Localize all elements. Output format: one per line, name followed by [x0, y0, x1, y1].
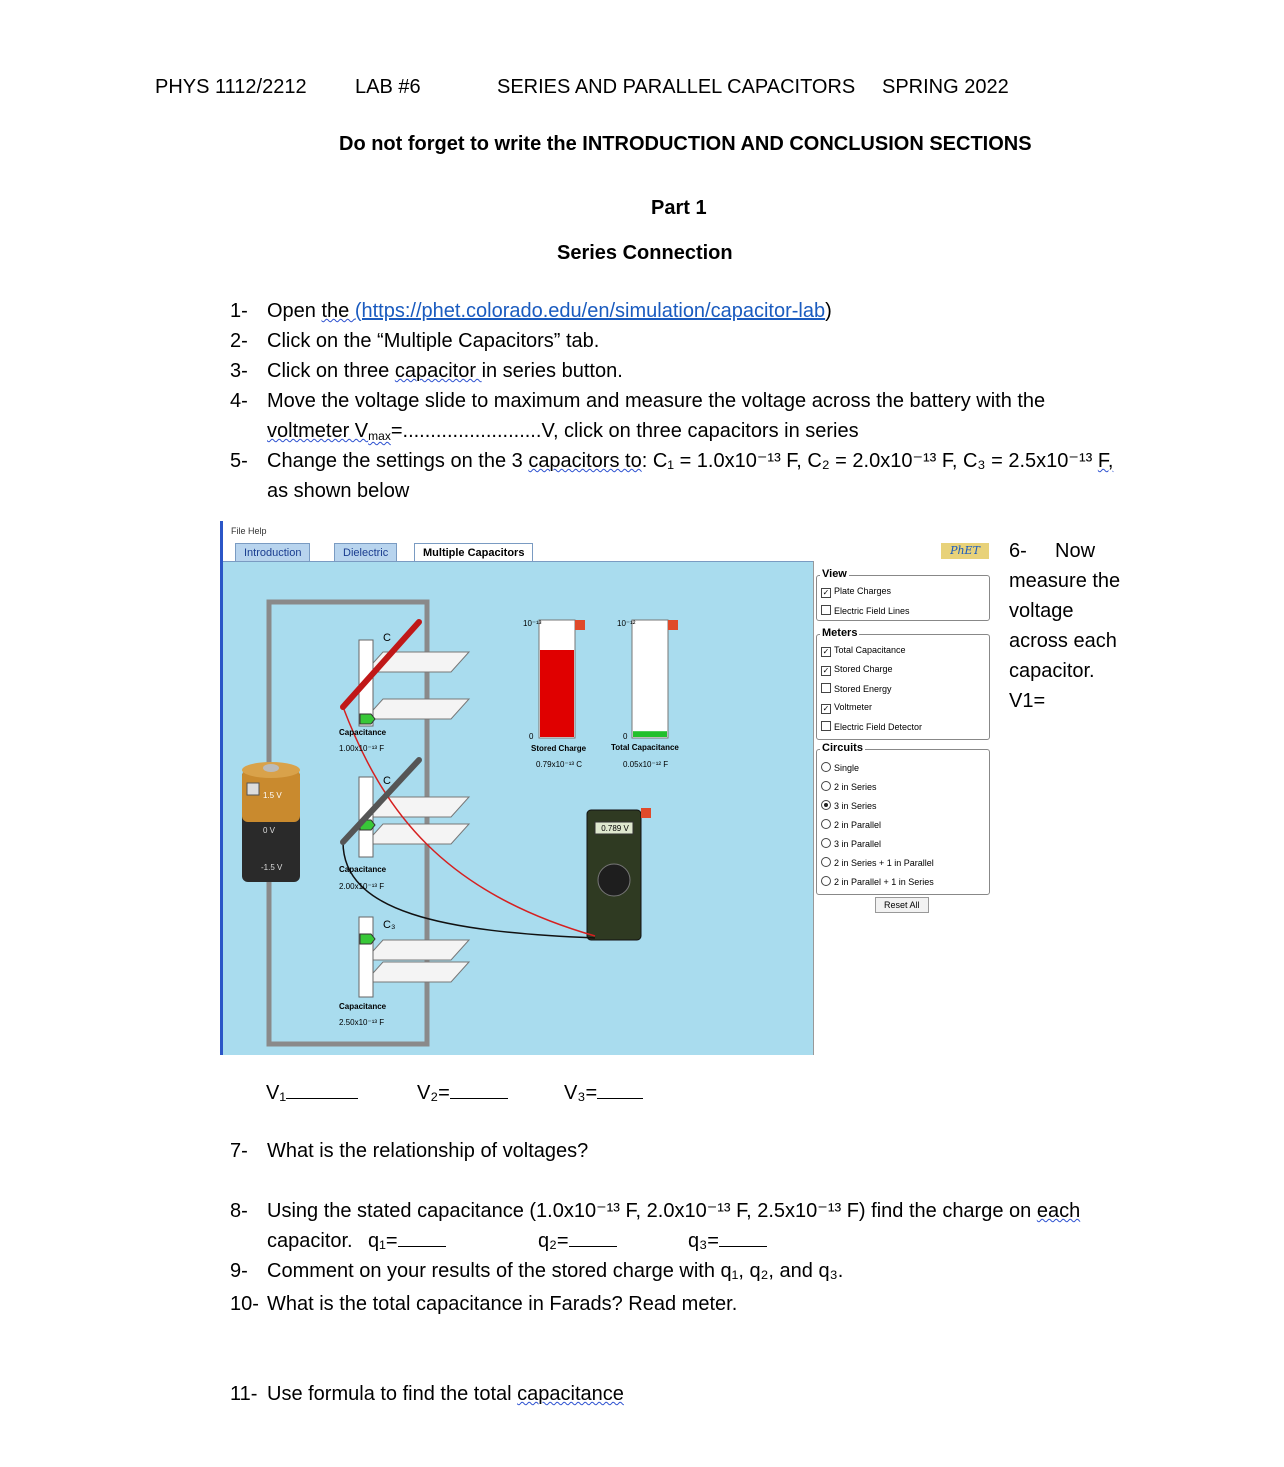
radio-icon	[821, 857, 831, 867]
checkbox-icon	[821, 721, 831, 731]
lab-number: LAB #6	[355, 76, 421, 98]
circuits-title: Circuits	[822, 742, 863, 754]
sim-menu-bar[interactable]: File Help	[231, 526, 267, 536]
radio-2-series-1-parallel[interactable]: 2 in Series + 1 in Parallel	[821, 857, 934, 868]
v3-field[interactable]: V₃=	[564, 1078, 643, 1108]
tab-introduction[interactable]: Introduction	[235, 543, 310, 562]
checkbox-icon: ✓	[822, 647, 830, 656]
reset-all-button[interactable]: Reset All	[875, 897, 929, 913]
total-capacitance-label: Total Capacitance	[611, 743, 679, 752]
capacitor-3-plates	[365, 940, 469, 982]
checkbox-electric-field-lines[interactable]: Electric Field Lines	[821, 605, 910, 616]
meters-title: Meters	[822, 627, 858, 639]
radio-2-in-series[interactable]: 2 in Series	[821, 781, 877, 792]
checkbox-icon: ✓	[822, 704, 830, 713]
total-capacitance-bar-fill	[633, 731, 667, 737]
step-number: 1-	[230, 300, 248, 322]
checkbox-icon	[821, 605, 831, 615]
step-number: 10-	[230, 1293, 259, 1315]
red-probe-lead	[343, 707, 595, 936]
capacitor-1-value: 1.00x10⁻¹³ F	[339, 744, 385, 753]
voltmeter-reading: 0.789 V	[601, 824, 629, 833]
step-5-line-2: as shown below	[267, 480, 410, 502]
step-number: 11-	[230, 1383, 258, 1405]
stored-charge-exponent: 10⁻¹³	[523, 619, 542, 628]
stored-charge-label: Stored Charge	[531, 744, 587, 753]
step-11: Use formula to find the total capacitance	[267, 1383, 624, 1405]
capacitor-3-name: C₃	[383, 919, 396, 931]
control-panel	[813, 561, 991, 1055]
step-number: 8-	[230, 1200, 248, 1222]
step-7: What is the relationship of voltages?	[267, 1140, 589, 1162]
circuit-drawing	[223, 562, 813, 1055]
capacitor-3-label: Capacitance	[339, 1002, 387, 1011]
checkbox-stored-energy[interactable]: Stored Energy	[821, 683, 892, 694]
step-6-line-6: V1=	[1009, 690, 1046, 712]
q3-field[interactable]: q₃=	[688, 1226, 767, 1256]
q1-field[interactable]: q₁=	[368, 1226, 446, 1256]
capacitor-2-value: 2.00x10⁻¹³ F	[339, 882, 385, 891]
step-2: Click on the “Multiple Capacitors” tab.	[267, 330, 600, 352]
term: SPRING 2022	[882, 76, 1009, 98]
step-4-line-2: voltmeter $V_{max}=.........................V$, click on three capacitors in series	[267, 420, 859, 443]
battery-mid-label: 0 V	[263, 826, 276, 835]
close-stored-charge-icon	[575, 620, 585, 630]
checkbox-icon	[821, 683, 831, 693]
stored-charge-bar-fill	[540, 650, 574, 737]
capacitor-2-name: C	[383, 775, 391, 787]
step-number: 5-	[230, 450, 248, 472]
step-8-line-2: capacitor.	[267, 1230, 353, 1252]
step-10: What is the total capacitance in Farads? Read meter.	[267, 1293, 738, 1315]
capacitor-lab-simulation	[220, 521, 991, 1055]
total-capacitance-zero: 0	[623, 732, 628, 741]
radio-2-parallel-1-series[interactable]: 2 in Parallel + 1 in Series	[821, 876, 934, 887]
radio-single[interactable]: Single	[821, 762, 859, 773]
step-6-line-2: measure the	[1009, 570, 1121, 592]
battery-bottom-label: -1.5 V	[261, 863, 283, 872]
total-capacitance-exponent: 10⁻¹²	[617, 619, 636, 628]
capacitor-3-value: 2.50x10⁻¹³ F	[339, 1018, 385, 1027]
step-8-line-1: Using the stated capacitance (1.0x10⁻¹³ F, 2.0x10⁻¹³ F, 2.5x10⁻¹³ F) find the charge on each	[267, 1200, 1081, 1222]
capacitor-1-name: C	[383, 632, 391, 644]
tab-multiple-capacitors[interactable]: Multiple Capacitors	[414, 543, 533, 562]
checkbox-total-capacitance[interactable]: ✓ Total Capacitance	[822, 645, 906, 656]
stored-charge-value: 0.79x10⁻¹³ C	[536, 760, 583, 769]
total-capacitance-bar-frame	[632, 620, 668, 738]
total-capacitance-value: 0.05x10⁻¹² F	[623, 760, 669, 769]
checkbox-stored-charge[interactable]: ✓ Stored Charge	[822, 664, 893, 675]
section-heading: Series Connection	[557, 242, 733, 264]
phet-link[interactable]: (https://phet.colorado.edu/en/simulation/capacitor-lab	[354, 300, 826, 322]
radio-icon	[821, 876, 831, 886]
q2-field[interactable]: q₂=	[538, 1226, 617, 1256]
stored-charge-zero: 0	[529, 732, 534, 741]
v2-field[interactable]: V₂=	[417, 1078, 508, 1108]
radio-icon	[821, 838, 831, 848]
circuit-area	[223, 561, 813, 1055]
step-4-line-1: Move the voltage slide to maximum and measure the voltage across the battery with the	[267, 390, 1046, 412]
phet-logo: PhET	[941, 543, 989, 559]
checkbox-voltmeter[interactable]: ✓ Voltmeter	[822, 702, 873, 713]
capacitor-1-label: Capacitance	[339, 728, 387, 737]
radio-icon	[821, 819, 831, 829]
step-3: Click on three capacitor in series button.	[267, 360, 623, 382]
reminder: Do not forget to write the INTRODUCTION AND CONCLUSION SECTIONS	[339, 133, 1032, 155]
view-group	[816, 568, 990, 621]
step-number: 4-	[230, 390, 248, 412]
step-number: 6-	[1009, 540, 1027, 562]
checkbox-icon: ✓	[822, 666, 830, 675]
part-heading: Part 1	[651, 197, 707, 219]
checkbox-plate-charges[interactable]: ✓ Plate Charges	[822, 586, 892, 597]
radio-2-in-parallel[interactable]: 2 in Parallel	[821, 819, 881, 830]
battery-top-label: 1.5 V	[263, 791, 282, 800]
step-number: 2-	[230, 330, 248, 352]
step-6-line-1: Now	[1055, 540, 1096, 562]
circuits-group	[816, 742, 990, 895]
view-title: View	[822, 568, 847, 580]
checkbox-electric-field-detector[interactable]: Electric Field Detector	[821, 721, 922, 732]
step-6-line-5: capacitor.	[1009, 660, 1095, 682]
step-6-line-4: across each	[1009, 630, 1117, 652]
v1-field[interactable]: V₁	[266, 1078, 358, 1108]
radio-3-in-parallel[interactable]: 3 in Parallel	[821, 838, 881, 849]
step-number: 7-	[230, 1140, 248, 1162]
radio-3-in-series[interactable]: 3 in Series	[821, 800, 877, 811]
radio-icon	[821, 762, 831, 772]
step-6-line-3: voltage	[1009, 600, 1074, 622]
radio-selected-icon	[821, 800, 831, 810]
step-1: Open the (https://phet.colorado.edu/en/simulation/capacitor-lab)	[267, 300, 832, 322]
step-number: 3-	[230, 360, 248, 382]
course-code: PHYS 1112/2212	[155, 76, 307, 98]
close-total-capacitance-icon	[668, 620, 678, 630]
step-number: 9-	[230, 1260, 248, 1282]
tab-dielectric[interactable]: Dielectric	[334, 543, 397, 562]
radio-icon	[821, 781, 831, 791]
step-5-line-1: Change the settings on the 3 capacitors to: C₁ = 1.0x10⁻¹³ F, C₂ = 2.0x10⁻¹³ F, C₃ = 2.5x10⁻¹³ F,	[267, 450, 1114, 472]
step-9: Comment on your results of the stored charge with q₁, q₂, and q₃.	[267, 1260, 844, 1282]
checkbox-icon: ✓	[822, 588, 830, 597]
capacitor-2-label: Capacitance	[339, 865, 387, 874]
lab-title: SERIES AND PARALLEL CAPACITORS	[497, 76, 856, 98]
meters-group	[816, 627, 990, 740]
